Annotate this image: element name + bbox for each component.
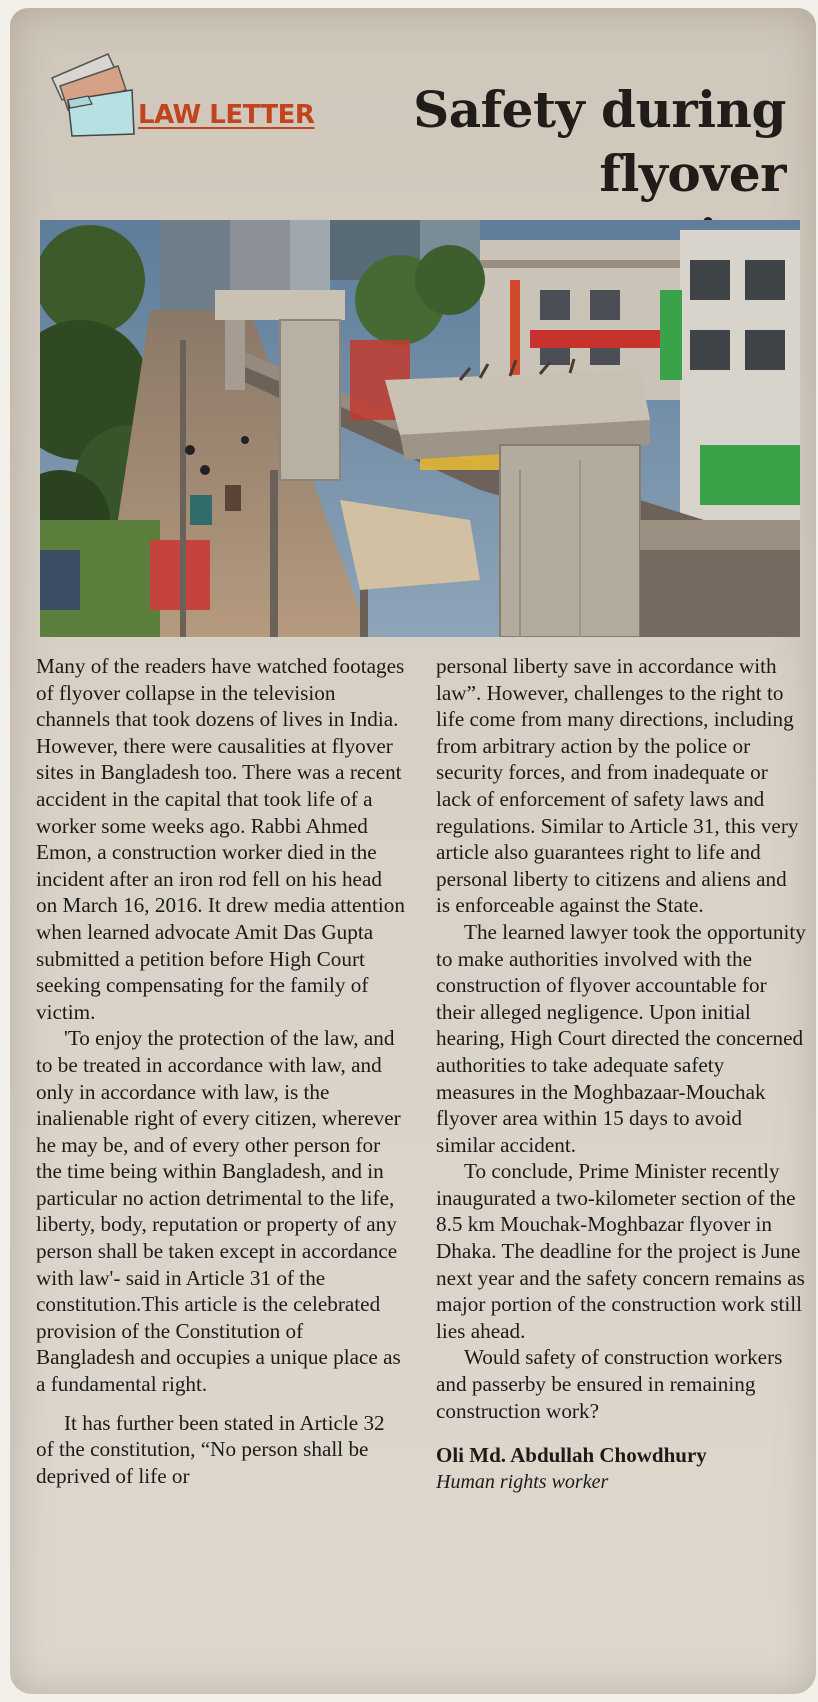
article-column-left: [36, 653, 406, 1495]
headline-line-2: flyover: [599, 144, 786, 203]
paragraph: Many of the readers have watched footages of flyover collapse in the television channels that took dozens of lives in India. However, there were causalities at flyover sites in Bangladesh too. There was a recent accident in the capital that took life of a worker some weeks ago. Rabbi Ahmed Emon, a construction worker died in the incident after an iron rod fell on his head on March 16, 2016. It drew media attention when learned advocate Amit Das Gupta submitted a petition before High Court seeking compensating for the family of victim.: [36, 654, 405, 1024]
folder-icon: [48, 50, 148, 138]
paragraph: Would safety of construction workers and passerby be ensured in remaining construction work?: [436, 1345, 783, 1423]
paragraph: The learned lawyer took the opportunity to make authorities involved with the construction of flyover accountable for their alleged negligence. Upon initial hearing, High Court directed the concerned authorities to take adequate safety measures in the Moghbazaar-Mouchak flyover area within 15 days to avoid similar accident.: [436, 919, 806, 1157]
paragraph: personal liberty save in accordance with law”. However, challenges to the right to life come from many directions, including from arbitrary action by the police or security forces, and from inadequate or lack of enforcement of safety laws and regulations. Similar to Article 31, this very article also guarantees right to life and personal liberty to citizens and aliens and is enforceable against the State.: [436, 654, 799, 918]
article-column-right: [436, 653, 806, 1495]
article-body: [36, 653, 806, 1495]
column-label: LAW LETTER: [138, 100, 315, 130]
paragraph: To conclude, Prime Minister recently inaugurated a two-kilometer section of the 8.5 km Mouchak-Moghbazar flyover in Dhaka. The deadline for the project is June next year and the safety concern remains as major portion of the construction work still lies ahead.: [436, 1159, 805, 1343]
author-name: Oli Md. Abdullah Chowdhury: [436, 1443, 707, 1468]
paragraph: 'To enjoy the protection of the law, and to be treated in accordance with law, and only in accordance with law, is the inalienable right of every citizen, wherever he may be, and of every other person for the time being within Bangladesh, and in particular no action detrimental to the life, liberty, body, reputation or property of any person shall be taken except in accordance with law'- said in Article 31 of the constitution.This article is the celebrated provision of the Constitution of Bangladesh and occupies a unique place as a fundamental right.: [36, 1026, 401, 1397]
paragraph: It has further been stated in Article 32 of the constitution, “No person shall be deprived of life or: [36, 1410, 385, 1488]
article-header: [10, 8, 816, 218]
headline-line-1: Safety during: [413, 80, 786, 139]
flyover-construction-photo: [40, 220, 800, 637]
newspaper-page: [10, 8, 816, 1694]
author-role: Human rights worker: [436, 1470, 609, 1493]
byline: [436, 1442, 806, 1495]
